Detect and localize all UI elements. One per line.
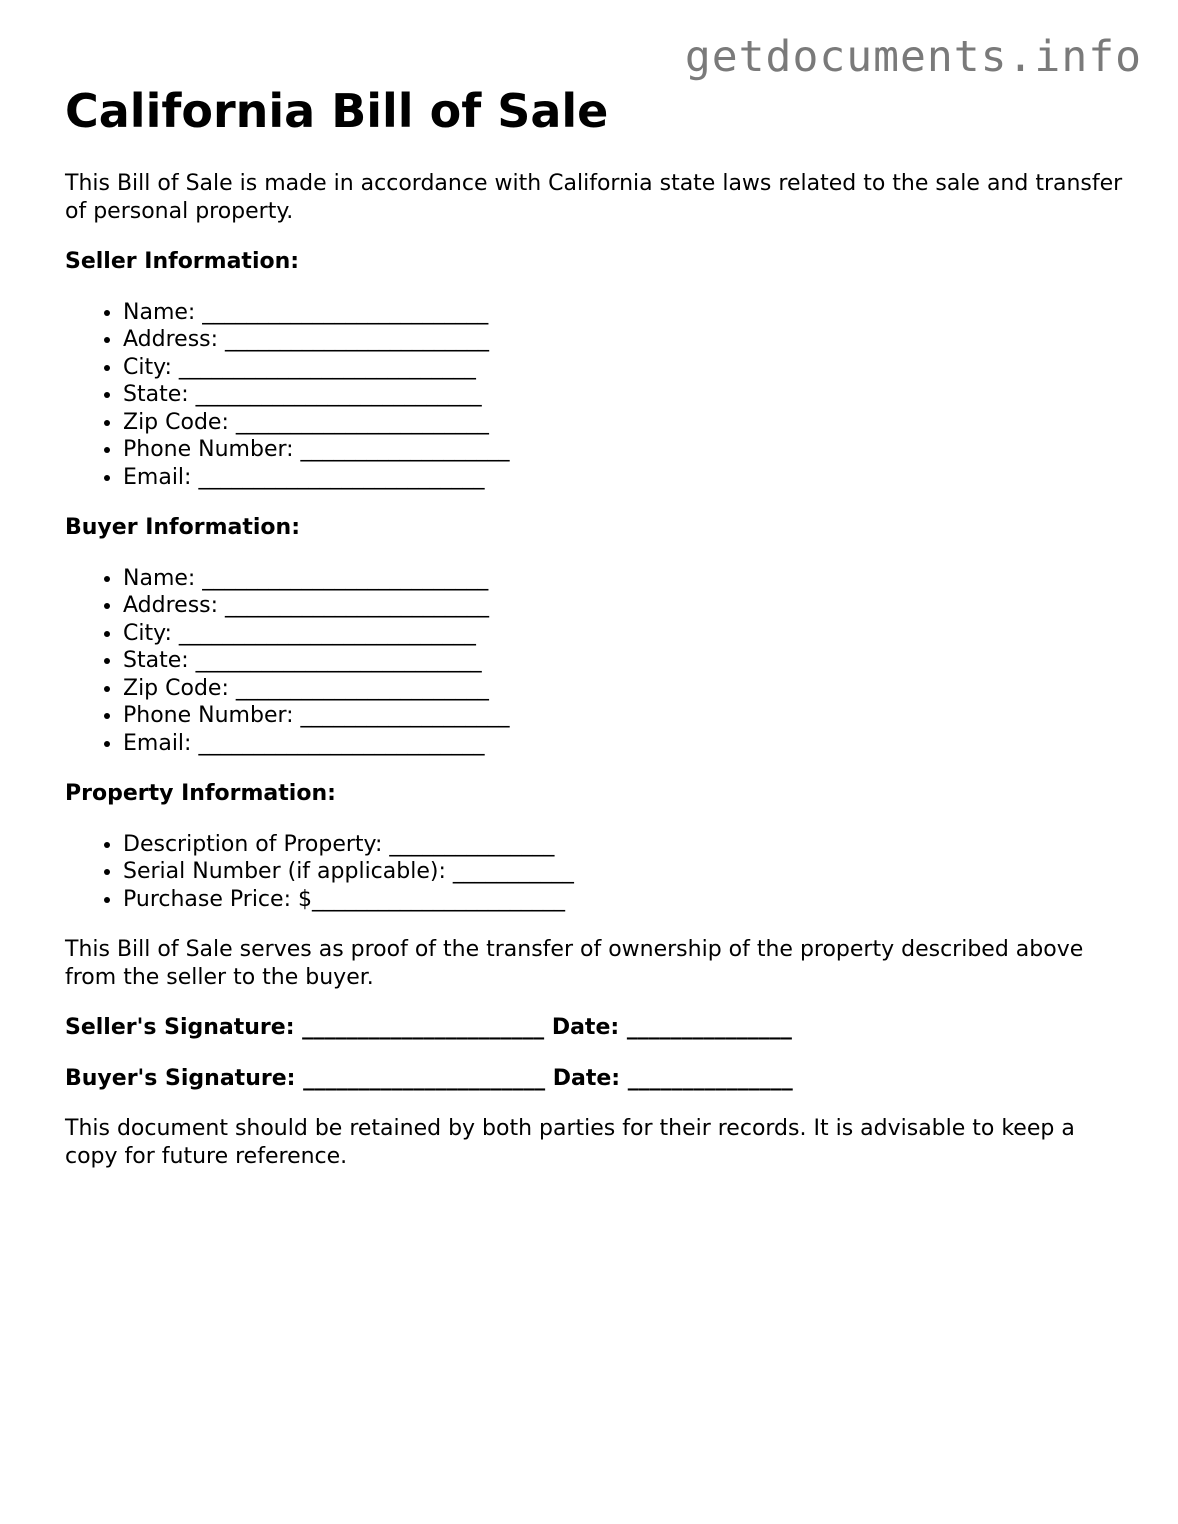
property-section-heading: Property Information: [65,781,336,806]
buyer-section-heading: Buyer Information: [65,515,300,540]
property-price-field: • Purchase Price: $_______________________ [123,886,1125,914]
seller-address-field: • Address: ________________________ [123,326,1125,354]
buyer-name-field: • Name: __________________________ [123,565,1125,593]
seller-state-field: • State: __________________________ [123,381,1125,409]
closing-paragraph: This document should be retained by both parties for their records. It is advisable to keep a copy for future reference. [65,1116,1075,1169]
seller-phone-field: • Phone Number: ___________________ [123,436,1125,464]
seller-section-heading: Seller Information: [65,249,300,274]
buyer-city-field: • City: ___________________________ [123,620,1125,648]
property-serial-field: • Serial Number (if applicable): ___________ [123,858,1125,886]
property-field-list [65,831,1125,914]
seller-name-field: • Name: __________________________ [123,299,1125,327]
document-title: California Bill of Sale [65,84,609,138]
seller-email-field: • Email: __________________________ [123,464,1125,492]
document-page [65,84,1125,1170]
transfer-statement: This Bill of Sale serves as proof of the transfer of ownership of the property described above from the seller to the buyer. [65,937,1084,990]
buyer-zip-field: • Zip Code: _______________________ [123,675,1125,703]
buyer-field-list [65,565,1125,758]
seller-signature-line: Seller's Signature: ______________________ Date: _______________ [65,1015,792,1040]
buyer-phone-field: • Phone Number: ___________________ [123,702,1125,730]
buyer-state-field: • State: __________________________ [123,647,1125,675]
seller-city-field: • City: ___________________________ [123,354,1125,382]
buyer-address-field: • Address: ________________________ [123,592,1125,620]
seller-field-list [65,299,1125,492]
buyer-signature-line: Buyer's Signature: ______________________ Date: _______________ [65,1065,793,1091]
property-description-field: • Description of Property: _______________ [123,831,1125,859]
watermark: getdocuments.info [684,32,1142,82]
seller-zip-field: • Zip Code: _______________________ [123,409,1125,437]
intro-paragraph: This Bill of Sale is made in accordance with California state laws related to the sale and transfer of personal property. [65,171,1123,224]
buyer-email-field: • Email: __________________________ [123,730,1125,758]
